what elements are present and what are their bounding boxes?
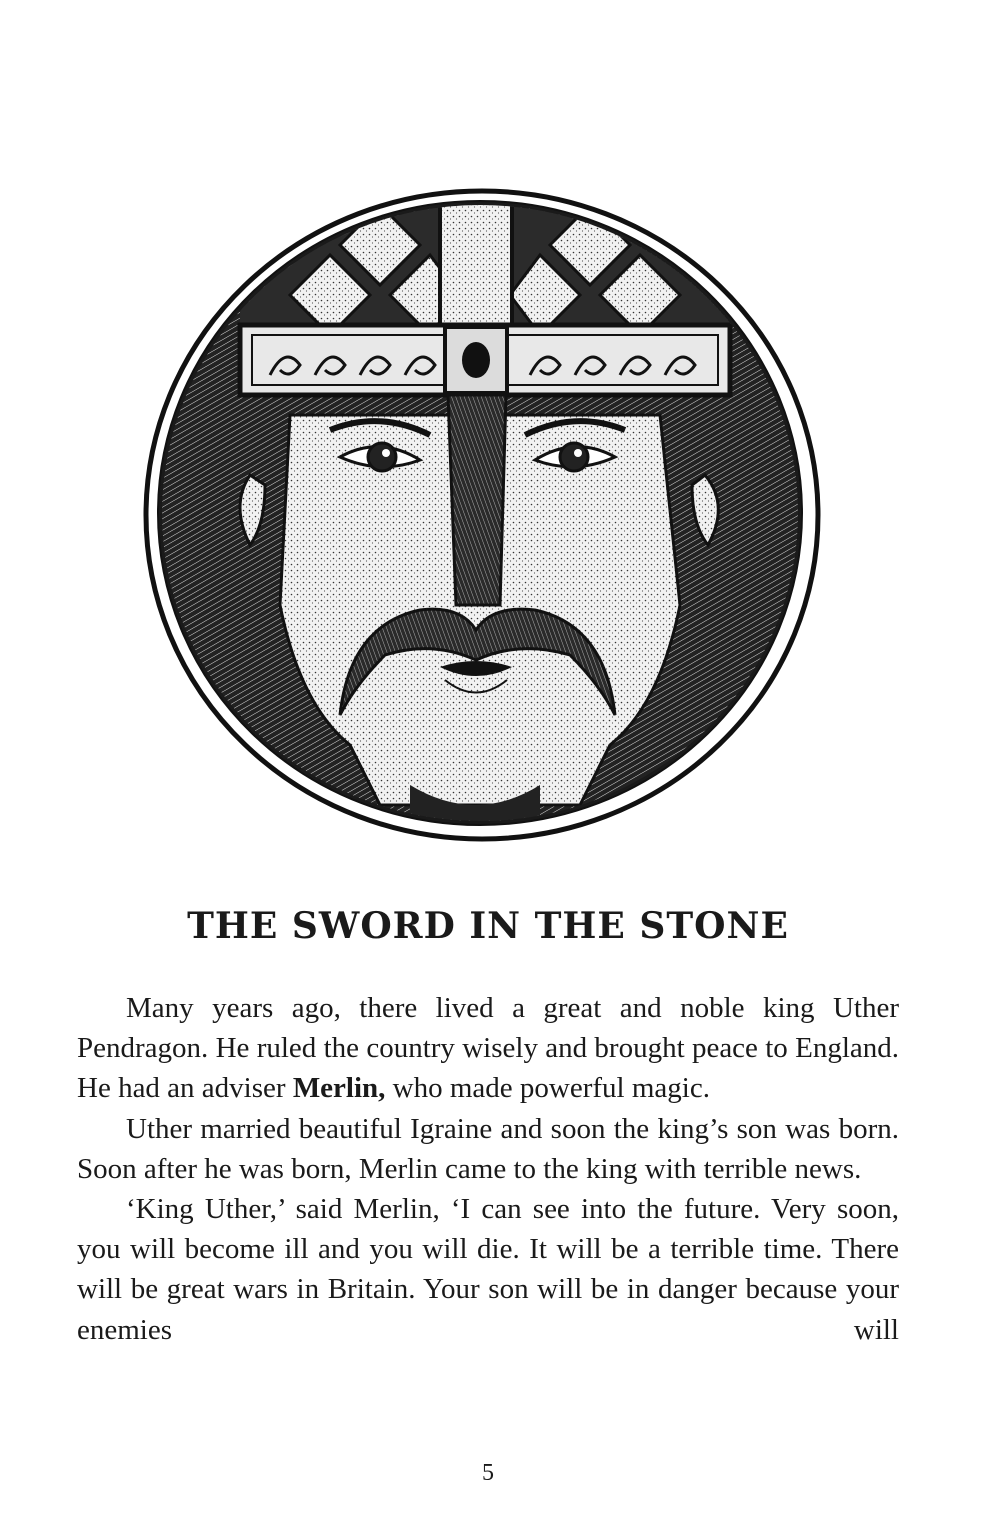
- story-text: [77, 988, 899, 1350]
- paragraph-text: Many years ago, there lived a great and noble king Uther Pendragon. He ruled the country wisely and brought peace to England. He had an adviser: [77, 992, 899, 1105]
- paragraph: ‘King Uther,’ said Merlin, ‘I can see into the future. Very soon, you will become ill and you will die. It will be a terrible time. There will be great wars in Britain. Your son will be in danger because your enemies will: [77, 1193, 899, 1346]
- king-portrait-icon: [140, 185, 826, 845]
- paragraph: [77, 988, 899, 1109]
- page-number: 5: [482, 1460, 494, 1486]
- bold-term: Merlin,: [292, 1072, 386, 1105]
- paragraph-text: who made powerful magic.: [385, 1072, 710, 1105]
- paragraph: Uther married beautiful Igraine and soon the king’s son was born. Soon after he was born, Merlin came to the king with terrible news.: [77, 1112, 899, 1185]
- king-portrait-illustration: [140, 185, 826, 845]
- chapter-title: THE SWORD IN THE STONE: [187, 905, 789, 947]
